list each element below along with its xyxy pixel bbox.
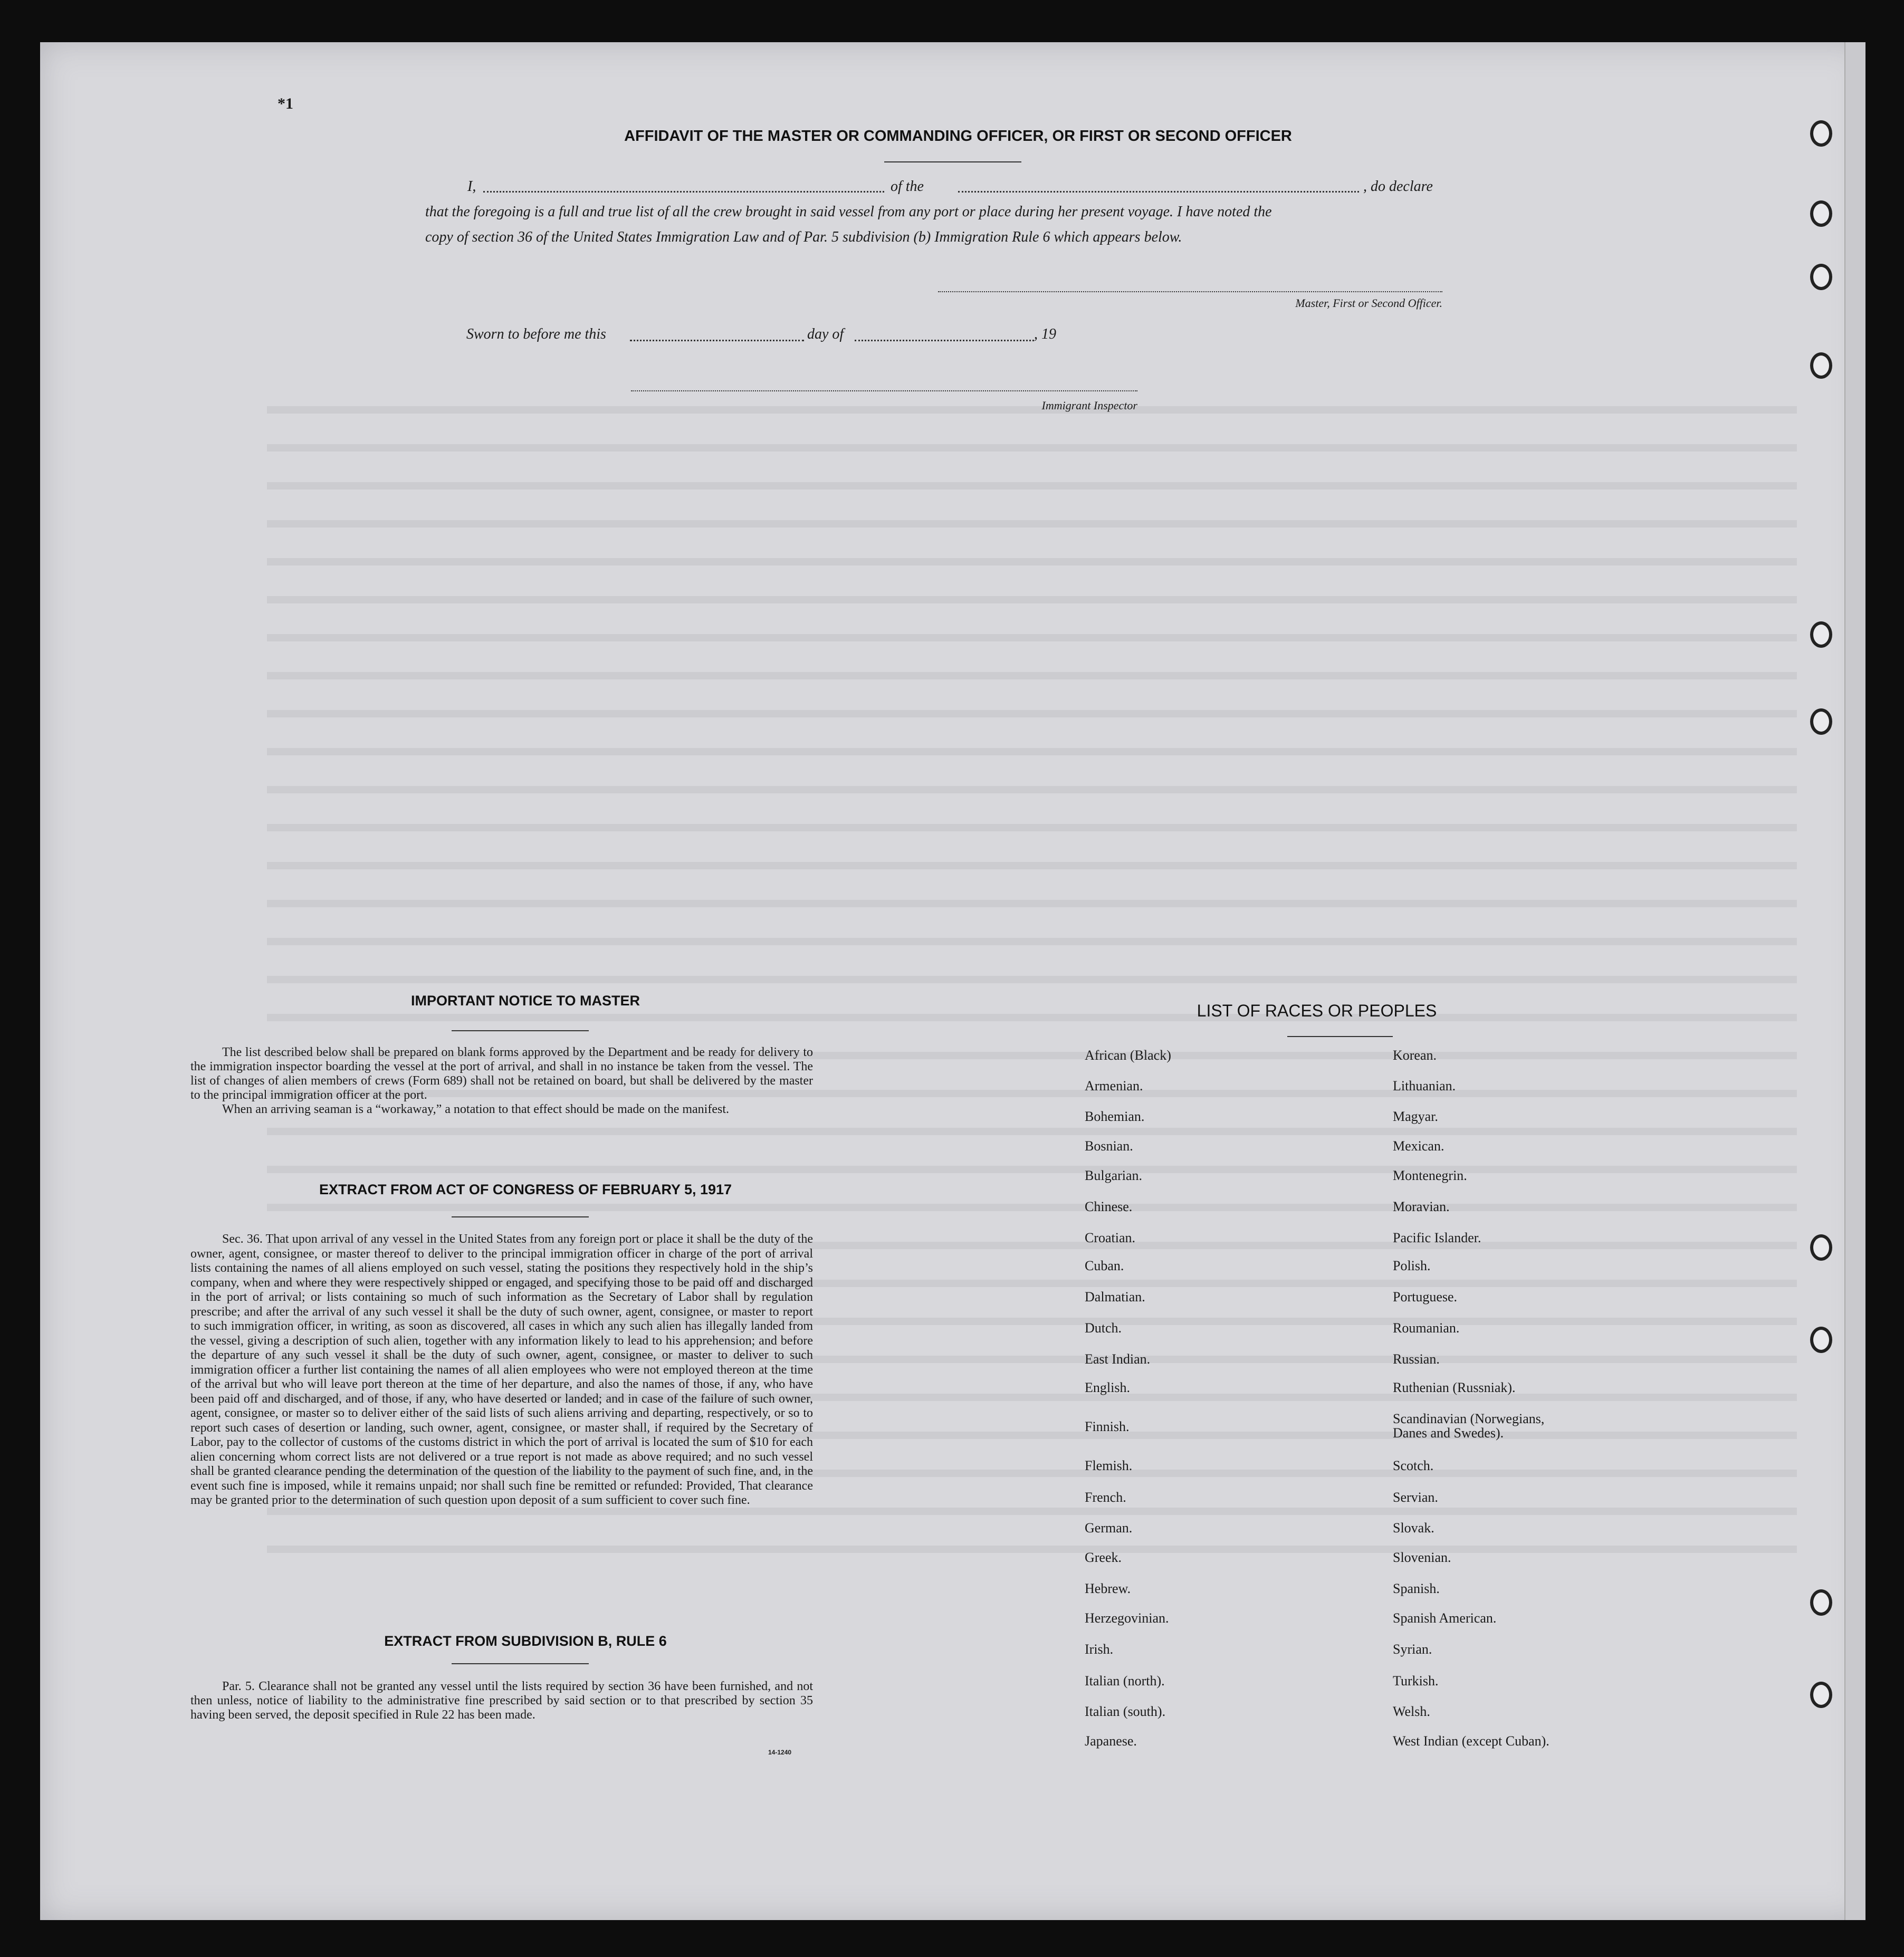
declare-label: , do declare	[1363, 178, 1433, 195]
race-item: Lithuanian.	[1393, 1078, 1456, 1093]
rule-title: EXTRACT FROM SUBDIVISION B, RULE 6	[384, 1633, 667, 1649]
sworn-day-field[interactable]	[630, 340, 804, 341]
declarant-name-field[interactable]	[483, 191, 884, 193]
race-item: Croatian.	[1085, 1230, 1136, 1245]
race-item: Armenian.	[1085, 1078, 1143, 1093]
declarant-label: I,	[467, 178, 476, 195]
act-title: EXTRACT FROM ACT OF CONGRESS OF FEBRUARY 5, 1917	[319, 1182, 732, 1197]
divider	[452, 1216, 589, 1217]
race-item: German.	[1085, 1520, 1133, 1536]
affidavit-statement-line: copy of section 36 of the United States Immigration Law and of Par. 5 subdivision (b) Immigration Rule 6 which appears below.	[425, 229, 1182, 245]
year-label: , 19	[1034, 326, 1056, 342]
race-item: Scotch.	[1393, 1458, 1434, 1473]
act-paragraph: Sec. 36. That upon arrival of any vessel in the United States from any foreign port or place it shall be the duty of the owner, agent, consignee, or master thereof to deliver to the principal immigration officer in charge of the port of arrival lists containing the names of all aliens employed on such vessel, stating the positions they respectively hold in the ship’s company, when and where they were respectively shipped or engaged, and specifying those to be paid off and discharged in the port of arrival; or lists containing so much of such information as the Secretary of Labor shall by regulation prescribe; and after the arrival of any such vessel it shall be the duty of such owner, agent, consignee, or master to report to such immigration officer, in writing, as soon as discovered, all cases in which any such alien has illegally landed from the vessel, giving a description of such alien, together with any information likely to lead to his apprehension; and before the departure of any such vessel it shall be the duty of such owner, agent, consignee, or master to deliver to such immigration officer a further list containing the names of all alien employees who were not employed thereon at the time of the arrival but who will leave port thereon at the time of her departure, and also the names of those, if any, who have been paid off and discharged, and of those, if any, who have deserted or landed; and in case of the failure of such owner, agent, consignee, or master so to deliver either of the said lists of such aliens arriving and departing, respectively, or so to report such cases of desertion or landing, such owner, agent, consignee, or master shall, if required by the Secretary of Labor, pay to the collector of customs of the customs district in which the port of arrival is located the sum of $10 for each alien concerning whom correct lists are not delivered or a true report is not made as above required; and no such vessel shall be granted clearance pending the determination of the question of the liability to the payment of such fine, and, in the event such fine is imposed, while it remains unpaid; nor shall such fine be remitted or refunded: Provided, That clearance may be granted prior to the determination of such question upon deposit of a sum sufficient to cover such fine.	[190, 1232, 813, 1507]
race-item: Polish.	[1393, 1258, 1431, 1273]
race-item: Slovak.	[1393, 1520, 1434, 1536]
race-item: Bosnian.	[1085, 1138, 1133, 1154]
race-item: Chinese.	[1085, 1199, 1133, 1214]
rule-paragraph: Par. 5. Clearance shall not be granted any vessel until the lists required by section 36 have been furnished, and not then unless, notice of liability to the administrative fine prescribed by said section or to that prescribed by section 35 having been served, the deposit specified in Rule 22 has been made.	[190, 1680, 813, 1722]
race-item: East Indian.	[1085, 1351, 1151, 1367]
race-item: Welsh.	[1393, 1704, 1430, 1719]
master-signature-label: Master, First or Second Officer.	[1295, 296, 1442, 310]
race-item: English.	[1085, 1380, 1130, 1395]
race-item: Korean.	[1393, 1048, 1437, 1063]
race-item: Flemish.	[1085, 1458, 1133, 1473]
binder-hole-icon	[1810, 352, 1832, 379]
race-item: Moravian.	[1393, 1199, 1450, 1214]
race-item: Russian.	[1393, 1351, 1440, 1367]
race-item: Spanish.	[1393, 1581, 1440, 1596]
race-item: Pacific Islander.	[1393, 1230, 1481, 1245]
race-item: West Indian (except Cuban).	[1393, 1733, 1549, 1749]
race-item: Mexican.	[1393, 1138, 1444, 1154]
race-item: Bulgarian.	[1085, 1168, 1143, 1183]
race-item: African (Black)	[1085, 1048, 1171, 1063]
binder-hole-icon	[1810, 1589, 1832, 1616]
race-item: Montenegrin.	[1393, 1168, 1467, 1183]
notice-title: IMPORTANT NOTICE TO MASTER	[411, 993, 640, 1009]
race-item: Servian.	[1393, 1490, 1438, 1505]
binder-hole-icon	[1810, 621, 1832, 648]
rule-text	[190, 1680, 813, 1722]
vessel-name-field[interactable]	[958, 191, 1359, 193]
binder-hole-icon	[1810, 200, 1832, 227]
race-item: Syrian.	[1393, 1642, 1432, 1657]
affidavit-statement-line: that the foregoing is a full and true list of all the crew brought in said vessel from any port or place during her present voyage. I have noted the	[425, 204, 1272, 220]
race-item: French.	[1085, 1490, 1126, 1505]
notice-paragraph: When an arriving seaman is a “workaway,” a notation to that effect should be made on the manifest.	[222, 1102, 729, 1116]
race-item: Scandinavian (Norwegians, Danes and Swedes).	[1393, 1411, 1545, 1441]
race-item: Slovenian.	[1393, 1550, 1451, 1565]
binder-hole-icon	[1810, 1327, 1832, 1353]
race-item: Cuban.	[1085, 1258, 1124, 1273]
corner-mark: *1	[278, 95, 293, 112]
race-item: Magyar.	[1393, 1109, 1438, 1124]
divider	[1287, 1036, 1393, 1037]
race-item: Bohemian.	[1085, 1109, 1145, 1124]
binder-hole-icon	[1810, 120, 1832, 147]
race-item: Finnish.	[1085, 1419, 1130, 1434]
race-item: Irish.	[1085, 1642, 1114, 1657]
binder-hole-icon	[1810, 1234, 1832, 1261]
sworn-month-field[interactable]	[855, 340, 1034, 341]
document-page	[40, 42, 1865, 1920]
form-number: 14-1240	[768, 1749, 792, 1756]
race-item: Portuguese.	[1393, 1289, 1458, 1304]
inspector-signature-line[interactable]	[631, 390, 1137, 391]
race-item: Spanish American.	[1393, 1610, 1497, 1626]
page-edge	[1844, 42, 1865, 1920]
race-item: Hebrew.	[1085, 1581, 1131, 1596]
inspector-signature-label: Immigrant Inspector	[1041, 399, 1137, 412]
notice-text	[190, 1045, 813, 1117]
race-item: Dalmatian.	[1085, 1289, 1145, 1304]
vessel-label: of the	[891, 178, 924, 195]
divider	[452, 1030, 589, 1031]
divider	[884, 161, 1021, 162]
race-item: Turkish.	[1393, 1673, 1439, 1689]
race-item: Greek.	[1085, 1550, 1122, 1565]
binder-hole-icon	[1810, 1682, 1832, 1708]
race-item: Herzegovinian.	[1085, 1610, 1169, 1626]
race-item: Roumanian.	[1393, 1320, 1460, 1336]
race-item: Ruthenian (Russniak).	[1393, 1380, 1516, 1395]
binder-hole-icon	[1810, 708, 1832, 735]
notice-paragraph: The list described below shall be prepared on blank forms approved by the Department and be ready for delivery to the immigration inspector boarding the vessel at the port of arrival, and shall in no instance be taken from the vessel. The list of changes of alien members of crews (Form 689) shall not be retained on board, but shall be delivered by the master to the principal immigration officer at the port.	[190, 1045, 813, 1102]
divider	[452, 1663, 589, 1664]
race-item: Italian (north).	[1085, 1673, 1165, 1689]
race-item: Japanese.	[1085, 1733, 1137, 1749]
affidavit-title: AFFIDAVIT OF THE MASTER OR COMMANDING OFFICER, OR FIRST OR SECOND OFFICER	[624, 128, 1292, 145]
sworn-label: Sworn to before me this	[466, 326, 606, 342]
races-title: LIST OF RACES OR PEOPLES	[1197, 1001, 1437, 1020]
binder-hole-icon	[1810, 264, 1832, 290]
master-signature-line[interactable]	[938, 291, 1442, 292]
act-text	[190, 1232, 813, 1508]
race-item: Dutch.	[1085, 1320, 1122, 1336]
race-item: Italian (south).	[1085, 1704, 1166, 1719]
day-of-label: day of	[807, 326, 844, 342]
